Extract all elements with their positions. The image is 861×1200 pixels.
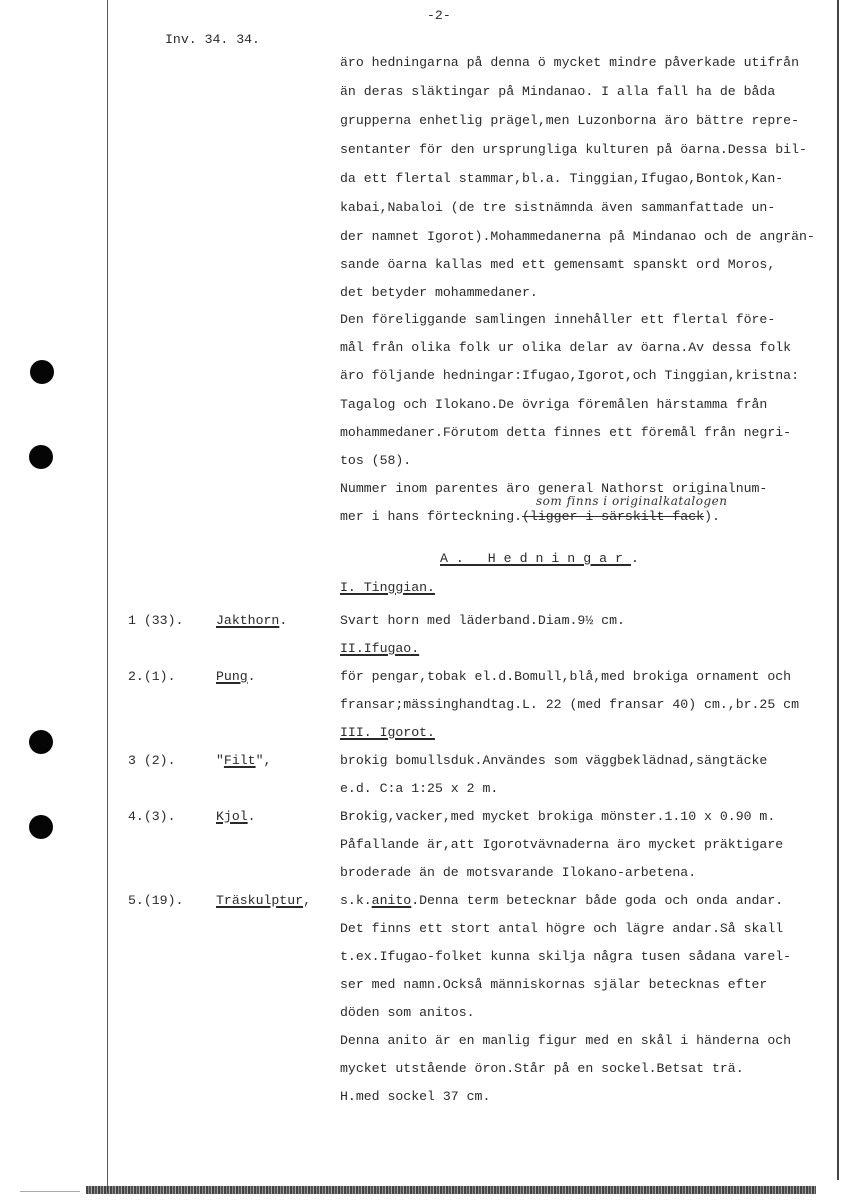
- item-number: 4.(3).: [128, 809, 176, 824]
- item-name: Pung.: [216, 669, 256, 684]
- item-number: 5.(19).: [128, 893, 184, 908]
- item-name: Träskulptur,: [216, 893, 311, 908]
- item-description: broderade än de motsvarande Ilokano-arbetena.: [340, 865, 697, 880]
- note-text-end: ).: [704, 509, 720, 524]
- item-number: 1 (33).: [128, 613, 184, 628]
- item-description: H.med sockel 37 cm.: [340, 1089, 491, 1104]
- item-number: 3 (2).: [128, 753, 176, 768]
- struck-text: (ligger i särskilt fack: [522, 509, 705, 524]
- text-line: Tagalog och Ilokano.De övriga föremålen härstamma från: [340, 397, 768, 412]
- text-line: da ett flertal stammar,bl.a. Tinggian,Ifugao,Bontok,Kan-: [340, 171, 784, 186]
- page-number: -2-: [427, 8, 451, 23]
- item-description: s.k.anito.Denna term betecknar både goda och onda andar.: [340, 893, 784, 908]
- text-line: Nummer inom parentes äro general Nathorst originalnum-: [340, 481, 768, 496]
- group-heading-tinggian: I. Tinggian.: [340, 580, 435, 595]
- item-description: fransar;mässinghandtag.L. 22 (med fransar 40) cm.,br.25 cm: [340, 697, 799, 712]
- text-line: äro följande hedningar:Ifugao,Igorot,och Tinggian,kristna:: [340, 368, 799, 383]
- item-description: Påfallande är,att Igorotvävnaderna äro mycket präktigare: [340, 837, 784, 852]
- inventory-reference: Inv. 34. 34.: [165, 32, 260, 47]
- item-description: Svart horn med läderband.Diam.9½ cm.: [340, 613, 625, 628]
- text-line: det betyder mohammedaner.: [340, 285, 538, 300]
- punch-hole: [29, 730, 53, 754]
- item-description: ser med namn.Också människornas själar betecknas efter: [340, 977, 768, 992]
- item-description: Det finns ett stort antal högre och lägre andar.Så skall: [340, 921, 784, 936]
- text-line: der namnet Igorot).Mohammedanerna på Mindanao och de angrän-: [340, 229, 815, 244]
- punch-hole: [29, 815, 53, 839]
- text-line: äro hedningarna på denna ö mycket mindre påverkade utifrån: [340, 55, 799, 70]
- text-line: grupperna enhetlig prägel,men Luzonborna äro bättre repre-: [340, 113, 799, 128]
- text-line: Den föreliggande samlingen innehåller ett flertal före-: [340, 312, 776, 327]
- item-description: Brokig,vacker,med mycket brokiga mönster.1.10 x 0.90 m.: [340, 809, 776, 824]
- section-title: A. Hedningar.: [440, 551, 639, 566]
- item-description: brokig bomullsduk.Användes som väggbeklädnad,sängtäcke: [340, 753, 768, 768]
- group-heading-ifugao: II.Ifugao.: [340, 641, 420, 656]
- note-text: mer i hans förteckning.: [340, 509, 523, 524]
- item-description: mycket utstående öron.Står på en sockel.Betsat trä.: [340, 1061, 744, 1076]
- text-line: än deras släktingar på Mindanao. I alla fall ha de båda: [340, 84, 776, 99]
- right-margin-rule: [837, 0, 839, 1180]
- item-description: för pengar,tobak el.d.Bomull,blå,med brokiga ornament och: [340, 669, 792, 684]
- text-line: kabai,Nabaloi (de tre sistnämnda även sammanfattade un-: [340, 200, 776, 215]
- text-line: tos (58).: [340, 453, 412, 468]
- item-description: t.ex.Ifugao-folket kunna skilja några tusen sådana varel-: [340, 949, 792, 964]
- scan-edge-strip: [86, 1186, 816, 1194]
- handwritten-insert: som finns i originalkatalogen: [536, 494, 728, 508]
- text-line: sande öarna kallas med ett gemensamt spanskt ord Moros,: [340, 257, 776, 272]
- item-description: e.d. C:a 1:25 x 2 m.: [340, 781, 499, 796]
- item-description: döden som anitos.: [340, 1005, 475, 1020]
- item-number: 2.(1).: [128, 669, 176, 684]
- item-name: Jakthorn.: [216, 613, 288, 628]
- scan-edge-dash: [20, 1191, 80, 1192]
- text-line: [340, 509, 720, 524]
- group-heading-igorot: III. Igorot.: [340, 725, 435, 740]
- text-line: mohammedaner.Förutom detta finnes ett föremål från negri-: [340, 425, 792, 440]
- punch-hole: [29, 445, 53, 469]
- text-line: mål från olika folk ur olika delar av öarna.Av dessa folk: [340, 340, 792, 355]
- item-name: "Filt",: [216, 753, 272, 768]
- text-line: sentanter för den ursprungliga kulturen på öarna.Dessa bil-: [340, 142, 807, 157]
- item-description: Denna anito är en manlig figur med en skål i händerna och: [340, 1033, 792, 1048]
- item-name: Kjol.: [216, 809, 256, 824]
- punch-hole: [30, 360, 54, 384]
- left-margin-rule: [107, 0, 108, 1192]
